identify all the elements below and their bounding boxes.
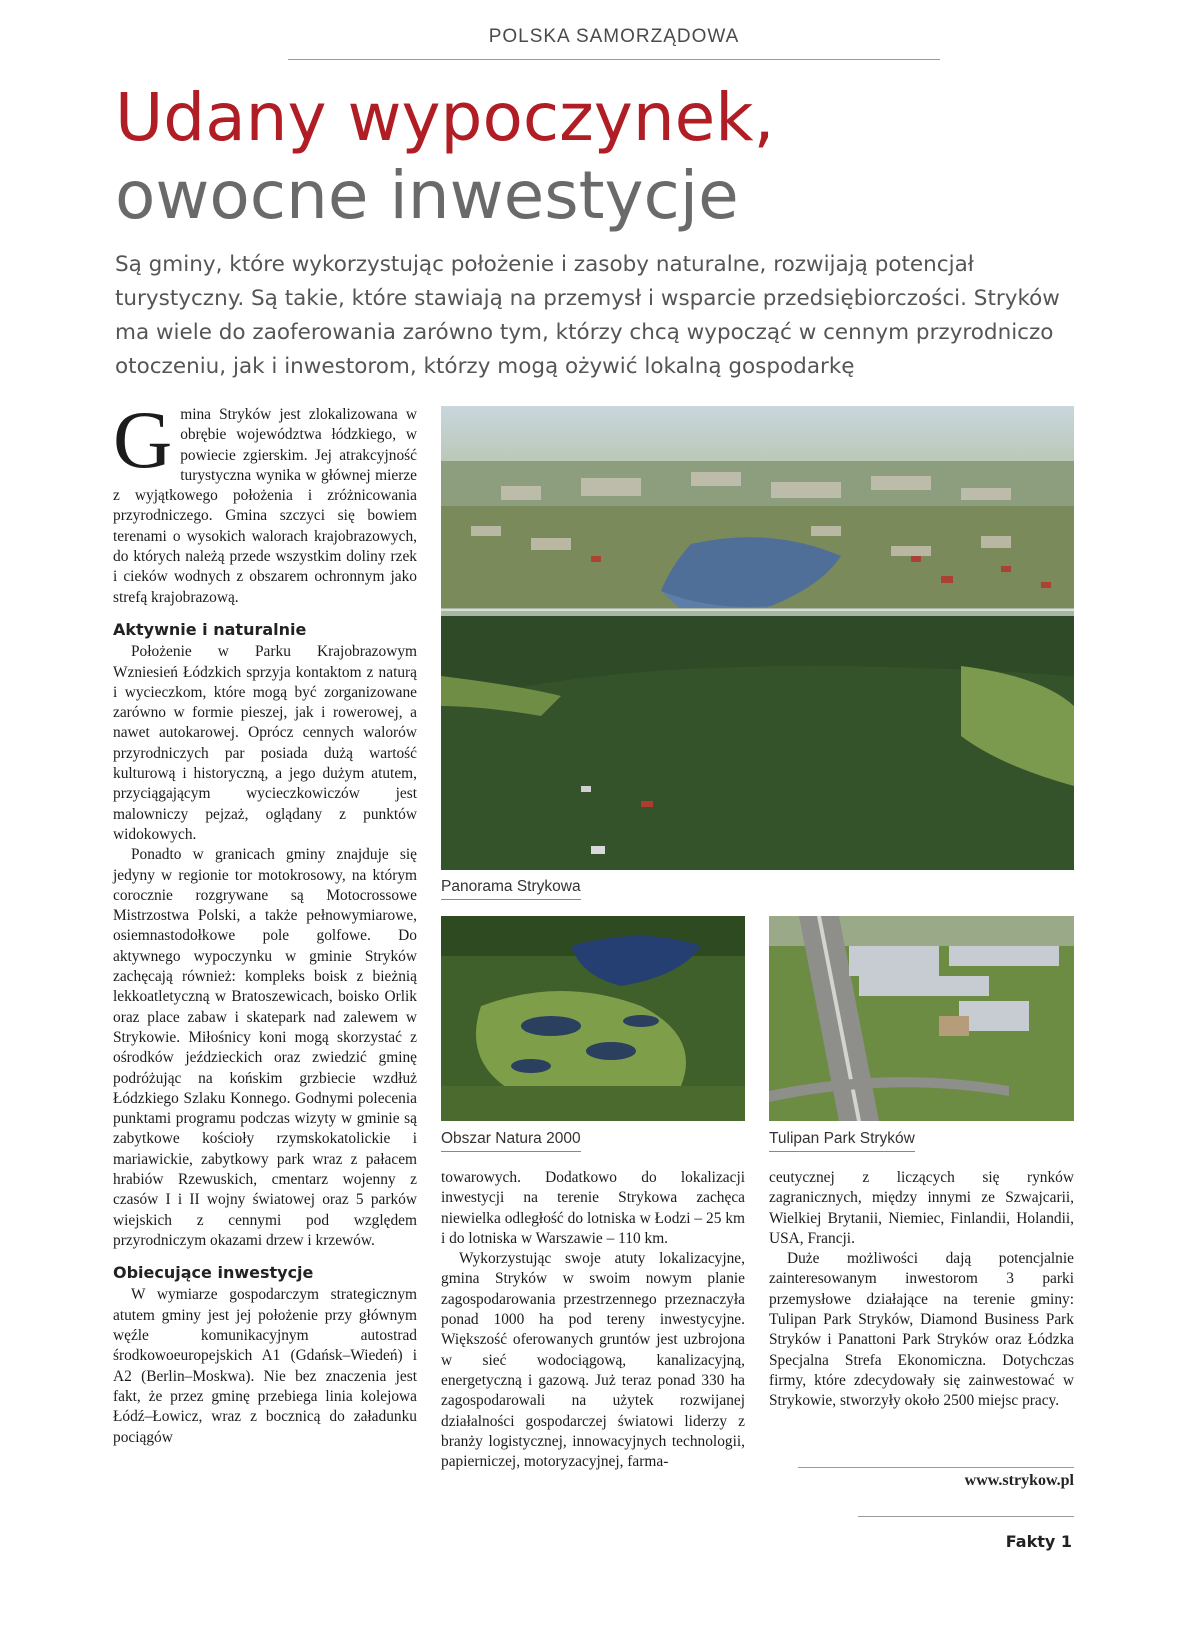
paragraph: ceutycznej z liczących się rynków zagranicznych, między innymi ze Szwajcarii, Wielkiej Brytanii, Niemiec, Finlandii, Holandii, USA, Francji. (769, 1169, 1074, 1247)
website-link[interactable]: www.strykow.pl (964, 1472, 1074, 1489)
subheading-inwestycje: Obiecujące inwestycje (113, 1263, 314, 1283)
paragraph: Duże możliwości dają potencjalnie zainteresowanym inwestorom 3 parki przemysłowe działające na terenie gminy: Tulipan Park Stryków, Diamond Business Park Stryków i Panattoni Park Stryków oraz Łódzka Specjalna Strefa Ekonomiczna. Dotychczas firmy, które zdecydowały się zainwestować w Strykowie, stworzyły około 2500 miejsc pracy. (769, 1250, 1074, 1410)
photo-tulipan-park (769, 916, 1074, 1121)
headline-line-2: owocne inwestycje (115, 157, 739, 234)
photo-obszar-natura-2000 (441, 916, 745, 1121)
lead-paragraph: Są gminy, które wykorzystując położenie i zasoby naturalne, rozwijają potencjał turystyczny. Są takie, które stawiają na przemysł i wsparcie przedsiębiorczości. Stryków ma wiele do zaoferowania zarówno tym, którzy chcą wypocząć w cennym przyrodniczo otoczeniu, jak i inwestorom, którzy mogą ożywić lokalną gospodarkę (115, 252, 1060, 379)
intro-text: mina Stryków jest zlokalizowana w obrębie województwa łódzkiego, w powiecie zgierskim. Jej atrakcyjność turystyczna wynika w głównej mierze z wyjątkowego położenia i zróżnicowania przyrodniczego. Gmina szczyci się bowiem terenami o wysokich walorach krajobrazowych, do których należą przede wszystkim doliny rzek i cieków wodnych z obszarem ochronnym jako strefą krajobrazową. (113, 406, 417, 606)
section-label: POLSKA SAMORZĄDOWA (488, 26, 740, 47)
intro-paragraph (113, 394, 417, 608)
website-divider (798, 1467, 1074, 1468)
footer-divider (858, 1516, 1074, 1517)
paragraph: Ponadto w granicach gminy znajduje się jedyny w regionie tor motokrosowy, na którym corocznie rozgrywane są Motocrossowe Mistrzostwa Polski, a także pełnowymiarowe, osiemnastodołkowe pole golfowe. Do aktywnego wypoczynku w gminie Stryków zachęcają również: kompleks boisk z bieżnią lekkoatletyczną w Bratoszewicach, boisko Orlik oraz place zabaw i skatepark nad zalewem w Strykowie. Miłośnicy koni mogą skorzystać z ośrodków jeździeckich oraz zwiedzić gminę podróżując na końskim grzbiecie wzdłuż Łódzkiego Szlaku Konnego. Godnymi polecenia punktami programu podczas wizyty w gminie są zabytkowe kościoły rzymskokatolickie i mariawickie, zabytkowy park wraz z pałacem hrabiów Rzewuskich, cmentarz wojenny z czasów I i II wojny światowej oraz 5 parków wiejskich z cennymi pod względem przyrodniczym okazami drzew i krzewów. (113, 846, 417, 1249)
photo-panorama-strykowa (441, 406, 1074, 870)
caption-tulipan: Tulipan Park Stryków (769, 1130, 915, 1152)
article-column-1 (113, 394, 417, 1448)
subheading-aktywnie: Aktywnie i naturalnie (113, 619, 307, 639)
drop-cap: G (113, 394, 173, 485)
paragraph: towarowych. Dodatkowo do lokalizacji inwestycji na terenie Strykowa zachęca niewielka odległość do lotniska w Łodzi – 25 km i do lotniska w Warszawie – 110 km. (441, 1169, 745, 1247)
paragraph: W wymiarze gospodarczym strategicznym atutem gminy jest jej położenie przy głównym węźle komunikacyjnym autostrad środkowoeuropejskich A1 (Gdańsk–Wiedeń) i A2 (Berlin–Moskwa). Nie bez znaczenia jest fakt, że przez gminę przebiega linia kolejowa Łódź–Łowicz, wraz z bocznicą do załadunku pociągów (113, 1286, 417, 1446)
article-column-2 (441, 1168, 745, 1472)
article-column-3 (769, 1168, 1074, 1412)
caption-panorama: Panorama Strykowa (441, 878, 581, 900)
paragraph: Położenie w Parku Krajobrazowym Wzniesień Łódzkich sprzyja kontaktom z naturą i wycieczkom, które mogą być zorganizowane zarówno w formie pieszej, jak i rowerowej, a nawet autokarowej. Oprócz cennych walorów przyrodniczych par posiada dużą wartość kulturową i historyczną, a jego dużym atutem, przyciągającym wycieczkowiczów jest malowniczy pejzaż, oglądany z punktów widokowych. (113, 643, 417, 843)
headline-line-1: Udany wypoczynek, (115, 79, 775, 156)
header-divider (288, 59, 940, 60)
page-number: Fakty 1 (1005, 1532, 1072, 1551)
caption-natura: Obszar Natura 2000 (441, 1130, 581, 1152)
paragraph: Wykorzystując swoje atuty lokalizacyjne, gmina Stryków w swoim nowym planie zagospodarowania przestrzennego przeznaczyła ponad 1000 ha pod tereny inwestycyjne. Większość oferowanych gruntów jest uzbrojona w sieć wodociągową, kanalizacyjną, energetyczną i gazową. Już teraz ponad 330 ha zagospodarowali na użytek rozwijanej działalności gospodarczej światowi liderzy z branży logistycznej, innowacyjnych technologii, papierniczej, motoryzacyjnej, farma- (441, 1250, 745, 1471)
